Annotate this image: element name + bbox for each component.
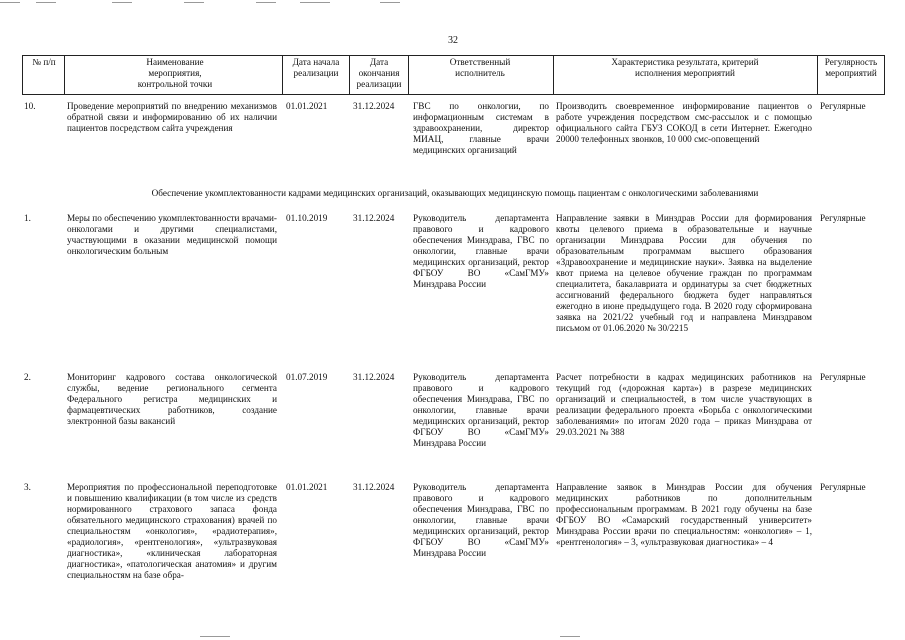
header-bottom-border [22,94,884,95]
row-responsible: Руководитель департамента правового и кадрового обеспечения Минздрава, ГВС по онкологии, главные врачи медицинских организаций, ректор ФГБОУ ВО «СамГМУ» Минздрава России [413,482,549,558]
row-num: 1. [24,213,31,223]
row-num: 2. [24,372,31,382]
header-name: Наименование мероприятия, контрольной точки [137,57,213,89]
row-name: Мероприятия по профессиональной переподготовке и повышению квалификации (в том числе из средств нормированного страхового запаса фонда обязательного медицинского страхования) врачей по специальностям «онкология», «радиотерапия», «радиология», «рентгенология», «ультразвуковая диагностика», «клиническая лабораторная диагностика», «патологическая анатомия» и другим специальностям на базе обра- [67,482,277,580]
row-start: 01.01.2021 [286,101,328,111]
col-divider [64,55,65,95]
scan-artifact [200,636,230,637]
scan-artifact [0,2,20,3]
scan-artifact [256,2,276,3]
scan-artifact [300,2,330,3]
row-start: 01.01.2021 [286,482,328,492]
row-end: 31.12.2024 [353,101,395,111]
row-regularity: Регулярные [820,372,866,382]
row-start: 01.07.2019 [286,372,328,382]
header-top-border [22,55,884,56]
row-start: 01.10.2019 [286,213,328,223]
row-regularity: Регулярные [820,101,866,111]
col-divider [553,55,554,95]
col-divider [282,55,283,95]
row-responsible: ГВС по онкологии, по информационным системам в здравоохранении, директор МИАЦ, главные врачи медицинских организаций [413,101,549,155]
row-num: 3. [24,482,31,492]
row-end: 31.12.2024 [353,213,395,223]
row-result: Направление заявки в Минздрав России для формирования квоты целевого приема в образовательные и научные организации Минздрава России для обучения по образовательным программам высшего образования «Здравоохранение и медицинские науки». Заявка на выделение квот приема на целевое обучение граждан по программам специалитета, бакалавриата и ординатуры за счет бюджетных ассигнований федерального бюджета будет направляться ежегодно в июне предыдущего года. В 2020 году сформирована заявка на 2021/22 учебный год и направлена Минздравом письмом от 01.06.2020 № 30/2215 [556,213,812,333]
row-result: Производить своевременное информирование пациентов о работе учреждения посредством смс-рассылок и с помощью официального сайта ГБУЗ СОКОД в сети Интернет. Ежегодно 20000 телефонных звонков, 10 000 смс-оповещений [556,101,812,144]
row-name: Мониторинг кадрового состава онкологической службы, ведение регионального сегмента Федерального регистра медицинских и фармацевтических работников, создание электронной базы вакансий [67,372,277,426]
scan-artifact [380,2,400,3]
row-regularity: Регулярные [820,213,866,223]
header-start: Дата начала реализации [292,57,340,78]
header-end: Дата окончания реализации [356,57,402,89]
scan-artifact [36,2,56,3]
col-divider [884,55,885,95]
row-result: Расчет потребности в кадрах медицинских работников на текущий год («дорожная карта») в разрезе медицинских организаций и специальностей, в том числе участвующих в реализации федерального проекта «Борьба с онкологическими заболеваниями» по итогам 2020 года – приказ Минздрава от 29.03.2021 № 388 [556,372,812,437]
col-divider [22,55,23,95]
row-responsible: Руководитель департамента правового и кадрового обеспечения Минздрава, ГВС по онкологии, главные врачи медицинских организаций, ректор ФГБОУ ВО «СамГМУ» Минздрава России [413,213,549,289]
row-end: 31.12.2024 [353,372,395,382]
row-num: 10. [24,101,36,111]
header-regularity: Регулярность мероприятий [824,57,878,78]
row-result: Направление заявок в Минздрав России для обучения медицинских работников по дополнительным профессиональным программам. В 2021 году обучены на базе ФГБОУ ВО «Самарский государственный университет» Минздрава России врачи по специальностям: «онкология» – 1, «рентгенология» – 3, «ультразвуковая диагностика» – 4 [556,482,812,547]
page-number: 32 [448,35,458,46]
header-result: Характеристика результата, критерий исполнения мероприятий [611,57,759,78]
row-responsible: Руководитель департамента правового и кадрового обеспечения Минздрава, ГВС по онкологии, главные врачи медицинских организаций, ректор ФГБОУ ВО «СамГМУ» Минздрава России [413,372,549,448]
scan-artifact [560,636,580,637]
section-title: Обеспечение укомплектованности кадрами медицинских организаций, оказывающих медицинскую помощь пациентам с онкологическими заболеваниями [151,188,759,198]
row-end: 31.12.2024 [353,482,395,492]
col-divider [349,55,350,95]
scan-artifact [184,2,204,3]
row-name: Меры по обеспечению укомплектованности врачами-онкологами и другими специалистами, участвующими в оказании медицинской помощи онкологическим больным [67,213,277,256]
header-num: № п/п [32,57,56,67]
row-regularity: Регулярные [820,482,866,492]
col-divider [408,55,409,95]
scan-artifact [112,2,132,3]
header-responsible: Ответственный исполнитель [449,57,511,78]
row-name: Проведение мероприятий по внедрению механизмов обратной связи и информированию об их наличии пациентов посредством сайта учреждения [67,101,277,133]
